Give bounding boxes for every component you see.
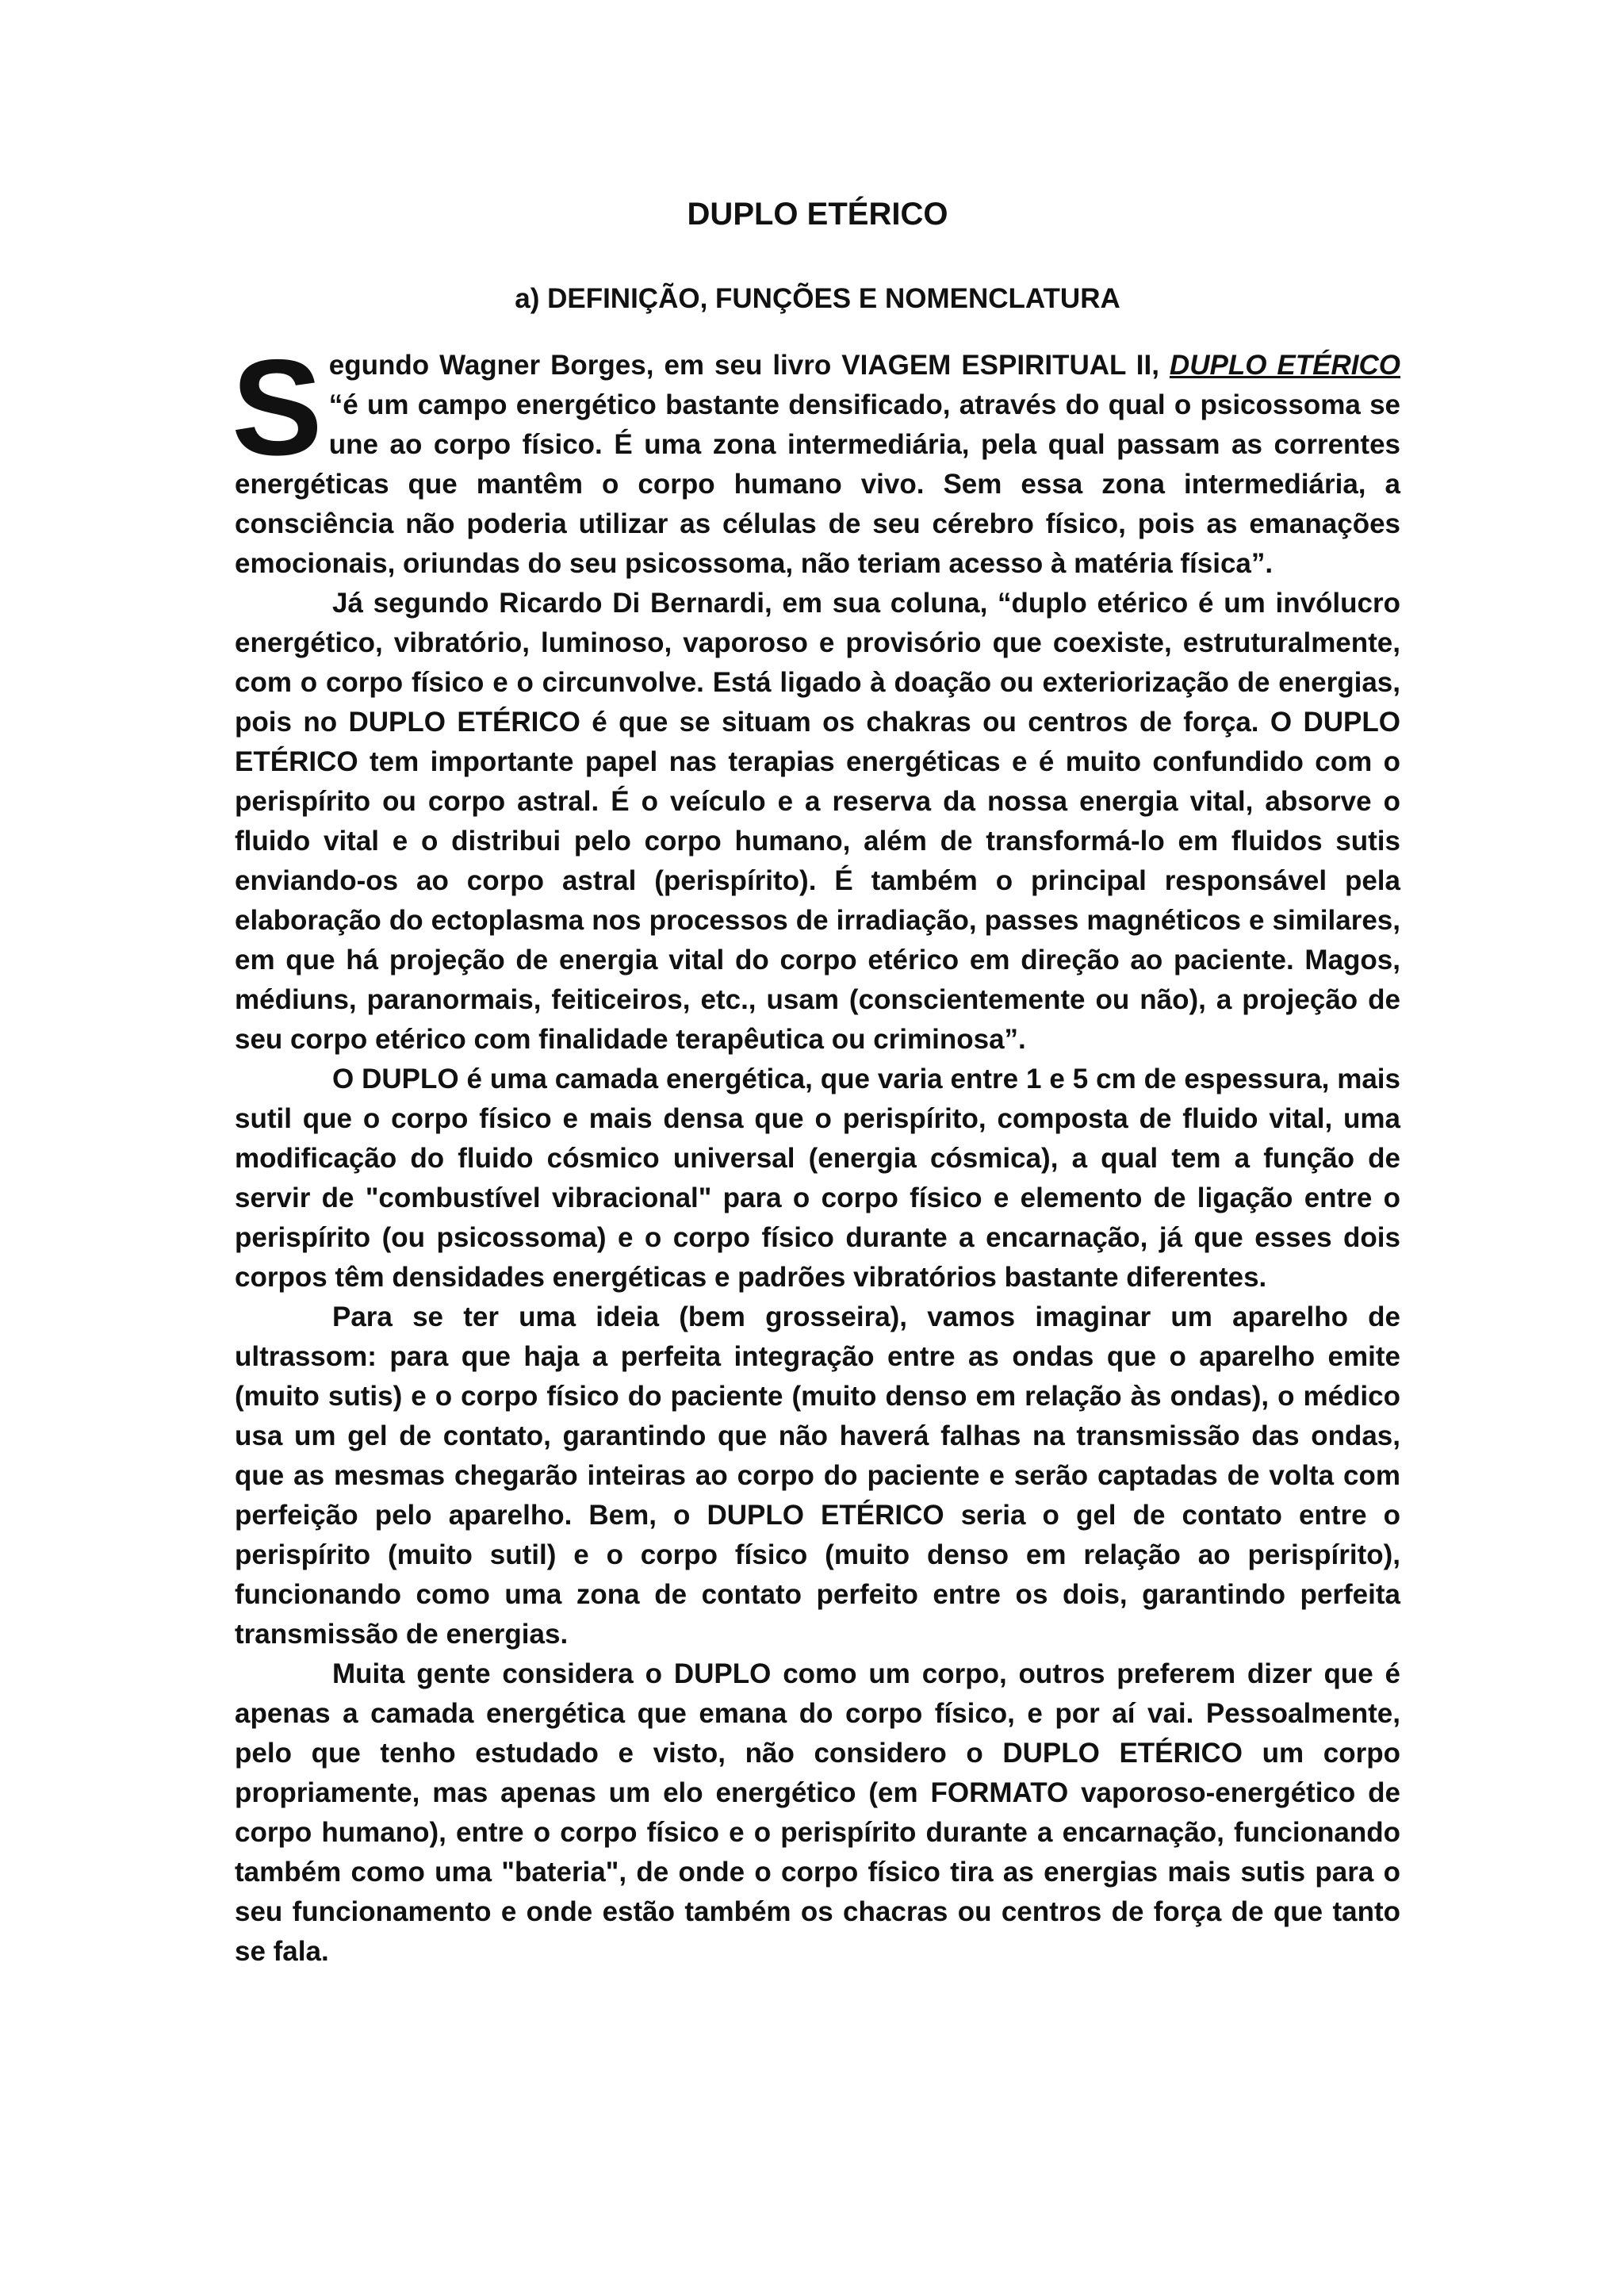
paragraph-4: Para se ter uma ideia (bem grosseira), vamos imaginar um aparelho de ultrassom: para que haja a perfeita integração entre as ondas que o aparelho emite (muito sutis) e o corpo físico do paciente (muito denso em relação às ondas), o médico usa um gel de contato, garantindo que não haverá falhas na transmissão das ondas, que as mesmas chegarão inteiras ao corpo do paciente e serão captadas de volta com perfeição pelo aparelho. Bem, o DUPLO ETÉRICO seria o gel de contato entre o perispírito (muito sutil) e o corpo físico (muito denso em relação ao perispírito), funcionando como uma zona de contato perfeito entre os dois, garantindo perfeita transmissão de energias. xyxy=(235,1301,1400,1650)
drop-cap: S xyxy=(232,332,323,484)
book-reference: DUPLO ETÉRICO xyxy=(1169,350,1400,381)
paragraph-1 xyxy=(232,332,1400,584)
document-page xyxy=(232,190,1400,1972)
paragraph-1-intro: egundo Wagner Borges, em seu livro VIAGEM ESPIRITUAL II, xyxy=(328,350,1170,381)
paragraph-2: Já segundo Ricardo Di Bernardi, em sua coluna, “duplo etérico é um invólucro energético, vibratório, luminoso, vaporoso e provisório que coexiste, estruturalmente, com o corpo físico e o circunvolve. Está ligado à doação ou exteriorização de energias, pois no DUPLO ETÉRICO é que se situam os chakras ou centros de força. O DUPLO ETÉRICO tem importante papel nas terapias energéticas e é muito confundido com o perispírito ou corpo astral. É o veículo e a reserva da nossa energia vital, absorve o fluido vital e o distribui pelo corpo humano, além de transformá-lo em fluidos sutis enviando-os ao corpo astral (perispírito). É também o principal responsável pela elaboração do ectoplasma nos processos de irradiação, passes magnéticos e similares, em que há projeção de energia vital do corpo etérico em direção ao paciente. Magos, médiuns, paranormais, feiticeiros, etc., usam (conscientemente ou não), a projeção de seu corpo etérico com finalidade terapêutica ou criminosa”. xyxy=(235,588,1400,1055)
section-heading: a) DEFINIÇÃO, FUNÇÕES E NOMENCLATURA xyxy=(515,283,1120,314)
paragraph-1-body: “é um campo energético bastante densificado, através do qual o psicossoma se une ao corpo físico. É uma zona intermediária, pela qual passam as correntes energéticas que mantêm o corpo humano vivo. Sem essa zona intermediária, a consciência não poderia utilizar as células de seu cérebro físico, pois as emanações emocionais, oriundas do seu psicossoma, não teriam acesso à matéria física”. xyxy=(235,389,1400,579)
paragraph-5: Muita gente considera o DUPLO como um corpo, outros preferem dizer que é apenas a camada energética que emana do corpo físico, e por aí vai. Pessoalmente, pelo que tenho estudado e visto, não considero o DUPLO ETÉRICO um corpo propriamente, mas apenas um elo energético (em FORMATO vaporoso-energético de corpo humano), entre o corpo físico e o perispírito durante a encarnação, funcionando também como uma "bateria", de onde o corpo físico tira as energias mais sutis para o seu funcionamento e onde estão também os chacras ou centros de força de que tanto se fala. xyxy=(235,1658,1400,1967)
page-title: DUPLO ETÉRICO xyxy=(687,197,948,232)
paragraph-3: O DUPLO é uma camada energética, que varia entre 1 e 5 cm de espessura, mais sutil que o corpo físico e mais densa que o perispírito, composta de fluido vital, uma modificação do fluido cósmico universal (energia cósmica), a qual tem a função de servir de "combustível vibracional" para o corpo físico e elemento de ligação entre o perispírito (ou psicossoma) e o corpo físico durante a encarnação, já que esses dois corpos têm densidades energéticas e padrões vibratórios bastante diferentes. xyxy=(235,1064,1400,1293)
